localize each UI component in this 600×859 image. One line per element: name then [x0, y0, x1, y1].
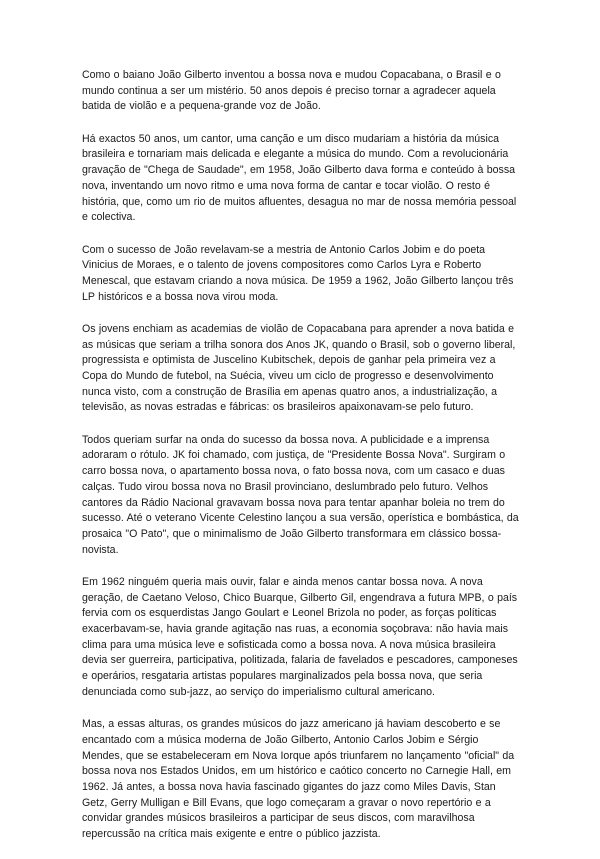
paragraph-6: Em 1962 ninguém queria mais ouvir, falar e ainda menos cantar bossa nova. A nova geração, de Caetano Veloso, Chico Buarque, Gilberto Gil, engendrava a futura MPB, o país fervia com os esquerdistas Jango Goulart e Leonel Brizola no poder, as forças políticas exacerbavam-se, havia grande agitação nas ruas, a economia soçobrava: não havia mais clima para uma música leve e sofisticada como a bossa nova. A nova música brasileira devia ser guerreira, participativa, politizada, falaria de favelados e pescadores, camponeses e operários, resgataria artistas populares marginalizados pela bossa nova, que seria denunciada como sub-jazz, ao serviço do imperialismo cultural americano. — [82, 575, 518, 698]
paragraph-4: Os jovens enchiam as academias de violão de Copacabana para aprender a nova batida e as músicas que seriam a trilha sonora dos Anos JK, quando o Brasil, sob o governo liberal, progressista e optimista de Juscelino Kubitschek, depois de ganhar pela primeira vez a Copa do Mundo de futebol, na Suécia, viveu um ciclo de progresso e desenvolvimento nunca visto, com a construção de Brasília em apenas quatro anos, a industrialização, a televisão, as novas estradas e fábricas: os brasileiros apaixonavam-se pelo futuro. — [82, 322, 516, 414]
paragraph-7: Mas, a essas alturas, os grandes músicos do jazz americano já haviam descoberto e se encantado com a música moderna de João Gilberto, Antonio Carlos Jobim e Sérgio Mendes, que se estabeleceram em Nova Iorque após triunfarem no lançamento "oficial" da bossa nova nos Estados Unidos, em um histórico e caótico concerto no Carnegie Hall, em 1962. Já antes, a bossa nova havia fascinado gigantes do jazz como Miles Davis, Stan Getz, Gerry Mulligan e Bill Evans, que logo começaram a gravar o novo repertório e a convidar grandes músicos brasileiros a participar de seus discos, com maravilhosa repercussão na crítica mais exigente e entre o público jazzista. — [82, 718, 515, 841]
paragraph-5: Todos queriam surfar na onda do sucesso da bossa nova. A publicidade e a imprensa adoraram o rótulo. JK foi chamado, com justiça, de "Presidente Bossa Nova". Surgiram o carro bossa nova, o apartamento bossa nova, o fato bossa nova, com um casaco e duas calças. Tudo virou bossa nova no Brasil provinciano, deslumbrado pelo futuro. Velhos cantores da Rádio Nacional gravavam bossa nova para tentar apanhar boleia no trem do sucesso. Até o veterano Vicente Celestino lançou a sua versão, operística e bombástica, da prosaica "O Pato", que o minimalismo de João Gilberto transformara em clássico bossa-novista. — [82, 433, 519, 556]
paragraph-3: Com o sucesso de João revelavam-se a mestria de Antonio Carlos Jobim e do poeta Vinicius de Moraes, e o talento de jovens compositores como Carlos Lyra e Roberto Menescal, que estavam criando a nova música. De 1959 a 1962, João Gilberto lançou três LP históricos e a bossa nova virou moda. — [82, 243, 514, 303]
paragraph-2: Há exactos 50 anos, um cantor, uma canção e um disco mudariam a história da música brasileira e tornariam mais delicada e elegante a música do mundo. Com a revolucionária gravação de "Chega de Saudade", em 1958, João Gilberto dava forma e conteúdo à bossa nova, inventando um novo ritmo e uma nova forma de cantar e tocar violão. O resto é história, que, como um rio de muitos afluentes, desagua no mar de nossa memória pessoal e colectiva. — [82, 132, 517, 224]
paragraph-1: Como o baiano João Gilberto inventou a bossa nova e mudou Copacabana, o Brasil e o mundo continua a ser um mistério. 50 anos depois é preciso tornar a agradecer aquela batida de violão e a pequena-grande voz de João. — [82, 69, 501, 113]
article-body — [82, 68, 522, 859]
